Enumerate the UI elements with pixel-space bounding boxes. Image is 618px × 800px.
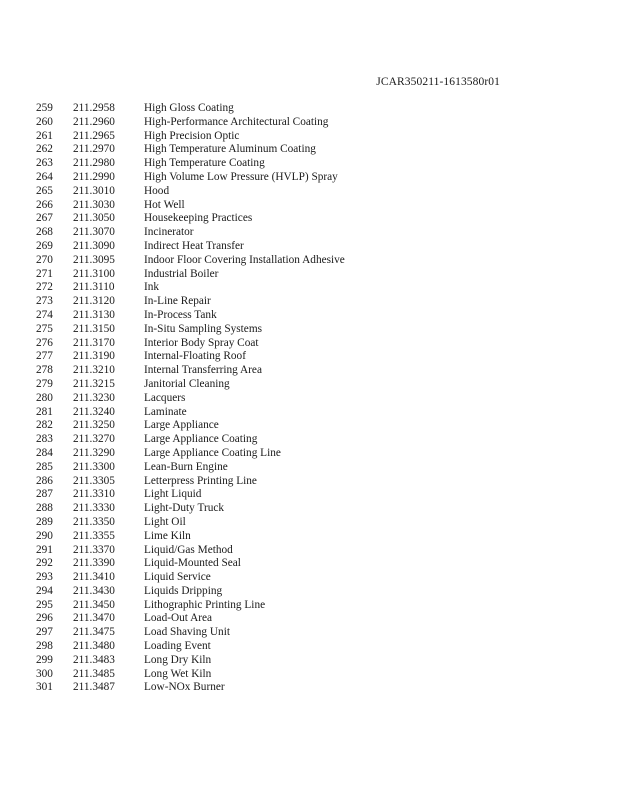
definition-term: Long Wet Kiln bbox=[144, 667, 212, 680]
list-item bbox=[0, 668, 618, 682]
section-number: 211.3170 bbox=[73, 336, 115, 349]
section-number: 211.3240 bbox=[73, 405, 115, 418]
list-item bbox=[0, 240, 618, 254]
definition-term: Incinerator bbox=[144, 226, 194, 239]
section-number: 211.2970 bbox=[73, 143, 115, 156]
section-number: 211.2965 bbox=[73, 129, 115, 142]
section-number: 211.3120 bbox=[73, 295, 115, 308]
definition-term: Lithographic Printing Line bbox=[144, 598, 266, 611]
row-number: 261 bbox=[36, 129, 53, 142]
list-item bbox=[0, 392, 618, 406]
list-item bbox=[0, 654, 618, 668]
row-number: 289 bbox=[36, 515, 53, 528]
definition-term: Lime Kiln bbox=[144, 529, 191, 542]
list-item bbox=[0, 143, 618, 157]
document-id: JCAR350211-1613580r01 bbox=[376, 76, 500, 88]
section-number: 211.3350 bbox=[73, 515, 115, 528]
row-number: 284 bbox=[36, 446, 53, 459]
definition-term: Long Dry Kiln bbox=[144, 653, 212, 666]
list-item bbox=[0, 295, 618, 309]
row-number: 288 bbox=[36, 502, 53, 515]
definition-term: Ink bbox=[144, 281, 160, 294]
definition-term: Light-Duty Truck bbox=[144, 502, 225, 515]
row-number: 262 bbox=[36, 143, 53, 156]
row-number: 273 bbox=[36, 295, 53, 308]
list-item bbox=[0, 226, 618, 240]
section-number: 211.3090 bbox=[73, 239, 115, 252]
row-number: 298 bbox=[36, 640, 53, 653]
list-item bbox=[0, 268, 618, 282]
list-item bbox=[0, 309, 618, 323]
row-number: 259 bbox=[36, 102, 53, 114]
section-number: 211.3250 bbox=[73, 419, 115, 432]
definition-term: Letterpress Printing Line bbox=[144, 474, 257, 487]
section-number: 211.3485 bbox=[73, 667, 115, 680]
row-number: 300 bbox=[36, 667, 53, 680]
section-number: 211.3030 bbox=[73, 198, 115, 211]
list-item bbox=[0, 323, 618, 337]
section-number: 211.3300 bbox=[73, 460, 115, 473]
section-number: 211.3070 bbox=[73, 226, 115, 239]
section-number: 211.3110 bbox=[73, 281, 115, 294]
definition-term: High Temperature Coating bbox=[144, 157, 265, 170]
definition-term: Internal-Floating Roof bbox=[144, 350, 246, 363]
row-number: 287 bbox=[36, 488, 53, 501]
list-item bbox=[0, 544, 618, 558]
definition-term: High Volume Low Pressure (HVLP) Spray bbox=[144, 170, 338, 183]
definition-term: High-Performance Architectural Coating bbox=[144, 115, 329, 128]
section-number: 211.3450 bbox=[73, 598, 115, 611]
row-number: 295 bbox=[36, 598, 53, 611]
definition-term: Light Oil bbox=[144, 515, 186, 528]
definition-term: Loading Event bbox=[144, 640, 211, 653]
definition-term: Liquid/Gas Method bbox=[144, 543, 233, 556]
list-item bbox=[0, 530, 618, 544]
row-number: 290 bbox=[36, 529, 53, 542]
section-number: 211.3483 bbox=[73, 653, 115, 666]
section-number: 211.3130 bbox=[73, 308, 115, 321]
definition-term: High Gloss Coating bbox=[144, 102, 234, 114]
list-item bbox=[0, 488, 618, 502]
definition-term: Large Appliance bbox=[144, 419, 219, 432]
definition-term: Internal Transferring Area bbox=[144, 364, 262, 377]
list-item bbox=[0, 102, 618, 116]
list-item bbox=[0, 640, 618, 654]
row-number: 283 bbox=[36, 433, 53, 446]
section-number: 211.3230 bbox=[73, 391, 115, 404]
row-number: 291 bbox=[36, 543, 53, 556]
section-number: 211.3430 bbox=[73, 584, 115, 597]
definition-term: In-Situ Sampling Systems bbox=[144, 322, 262, 335]
row-number: 271 bbox=[36, 267, 53, 280]
list-item bbox=[0, 433, 618, 447]
list-item bbox=[0, 116, 618, 130]
list-item bbox=[0, 130, 618, 144]
definition-term: High Precision Optic bbox=[144, 129, 240, 142]
section-number: 211.3095 bbox=[73, 253, 115, 266]
section-number: 211.3050 bbox=[73, 212, 115, 225]
section-number: 211.3355 bbox=[73, 529, 115, 542]
row-number: 278 bbox=[36, 364, 53, 377]
definition-term: Industrial Boiler bbox=[144, 267, 219, 280]
row-number: 276 bbox=[36, 336, 53, 349]
row-number: 285 bbox=[36, 460, 53, 473]
definition-term: High Temperature Aluminum Coating bbox=[144, 143, 316, 156]
section-number: 211.3100 bbox=[73, 267, 115, 280]
list-item bbox=[0, 557, 618, 571]
row-number: 277 bbox=[36, 350, 53, 363]
row-number: 269 bbox=[36, 239, 53, 252]
section-number: 211.3390 bbox=[73, 557, 115, 570]
list-item bbox=[0, 585, 618, 599]
row-number: 281 bbox=[36, 405, 53, 418]
definition-term: Load-Out Area bbox=[144, 612, 213, 625]
list-item bbox=[0, 612, 618, 626]
list-item bbox=[0, 254, 618, 268]
section-number: 211.3270 bbox=[73, 433, 115, 446]
definition-term: Housekeeping Practices bbox=[144, 212, 253, 225]
definition-term: Liquid-Mounted Seal bbox=[144, 557, 241, 570]
list-item bbox=[0, 281, 618, 295]
row-number: 286 bbox=[36, 474, 53, 487]
section-number: 211.3480 bbox=[73, 640, 115, 653]
section-number: 211.3330 bbox=[73, 502, 115, 515]
row-number: 297 bbox=[36, 626, 53, 639]
row-number: 263 bbox=[36, 157, 53, 170]
row-number: 270 bbox=[36, 253, 53, 266]
definition-term: Hot Well bbox=[144, 198, 185, 211]
section-number: 211.3210 bbox=[73, 364, 115, 377]
section-number: 211.2990 bbox=[73, 170, 115, 183]
definitions-list bbox=[0, 102, 618, 695]
section-number: 211.3150 bbox=[73, 322, 115, 335]
definition-term: In-Line Repair bbox=[144, 295, 211, 308]
list-item bbox=[0, 681, 618, 695]
section-number: 211.3370 bbox=[73, 543, 115, 556]
section-number: 211.3010 bbox=[73, 184, 115, 197]
definition-term: Large Appliance Coating Line bbox=[144, 446, 281, 459]
list-item bbox=[0, 419, 618, 433]
definition-term: Load Shaving Unit bbox=[144, 626, 230, 639]
definition-term: Indirect Heat Transfer bbox=[144, 239, 244, 252]
section-number: 211.3475 bbox=[73, 626, 115, 639]
list-item bbox=[0, 475, 618, 489]
definition-term: Liquids Dripping bbox=[144, 584, 223, 597]
section-number: 211.3305 bbox=[73, 474, 115, 487]
list-item bbox=[0, 171, 618, 185]
definition-term: Large Appliance Coating bbox=[144, 433, 258, 446]
list-item bbox=[0, 350, 618, 364]
row-number: 260 bbox=[36, 115, 53, 128]
definition-term: Hood bbox=[144, 184, 170, 197]
row-number: 301 bbox=[36, 681, 53, 694]
row-number: 275 bbox=[36, 322, 53, 335]
list-item bbox=[0, 199, 618, 213]
definition-term: Indoor Floor Covering Installation Adhesive bbox=[144, 253, 345, 266]
definition-term: In-Process Tank bbox=[144, 308, 217, 321]
list-item bbox=[0, 185, 618, 199]
section-number: 211.3290 bbox=[73, 446, 115, 459]
list-item bbox=[0, 378, 618, 392]
row-number: 294 bbox=[36, 584, 53, 597]
definition-term: Lacquers bbox=[144, 391, 186, 404]
section-number: 211.3310 bbox=[73, 488, 115, 501]
section-number: 211.2960 bbox=[73, 115, 115, 128]
row-number: 272 bbox=[36, 281, 53, 294]
section-number: 211.2980 bbox=[73, 157, 115, 170]
row-number: 268 bbox=[36, 226, 53, 239]
list-item bbox=[0, 337, 618, 351]
list-item bbox=[0, 626, 618, 640]
row-number: 296 bbox=[36, 612, 53, 625]
definition-term: Lean-Burn Engine bbox=[144, 460, 228, 473]
row-number: 292 bbox=[36, 557, 53, 570]
row-number: 274 bbox=[36, 308, 53, 321]
list-item bbox=[0, 157, 618, 171]
list-item bbox=[0, 502, 618, 516]
row-number: 267 bbox=[36, 212, 53, 225]
list-item bbox=[0, 461, 618, 475]
definition-term: Interior Body Spray Coat bbox=[144, 336, 259, 349]
list-item bbox=[0, 212, 618, 226]
section-number: 211.2958 bbox=[73, 102, 115, 114]
definition-term: Janitorial Cleaning bbox=[144, 377, 230, 390]
list-item bbox=[0, 447, 618, 461]
section-number: 211.3215 bbox=[73, 377, 115, 390]
list-item bbox=[0, 406, 618, 420]
section-number: 211.3190 bbox=[73, 350, 115, 363]
list-item bbox=[0, 364, 618, 378]
list-item bbox=[0, 599, 618, 613]
row-number: 265 bbox=[36, 184, 53, 197]
row-number: 282 bbox=[36, 419, 53, 432]
section-number: 211.3410 bbox=[73, 571, 115, 584]
row-number: 266 bbox=[36, 198, 53, 211]
row-number: 299 bbox=[36, 653, 53, 666]
list-item bbox=[0, 516, 618, 530]
definition-term: Low-NOx Burner bbox=[144, 681, 225, 694]
row-number: 279 bbox=[36, 377, 53, 390]
row-number: 264 bbox=[36, 170, 53, 183]
definition-term: Liquid Service bbox=[144, 571, 211, 584]
list-item bbox=[0, 571, 618, 585]
row-number: 280 bbox=[36, 391, 53, 404]
section-number: 211.3487 bbox=[73, 681, 115, 694]
definition-term: Laminate bbox=[144, 405, 187, 418]
definition-term: Light Liquid bbox=[144, 488, 202, 501]
section-number: 211.3470 bbox=[73, 612, 115, 625]
row-number: 293 bbox=[36, 571, 53, 584]
